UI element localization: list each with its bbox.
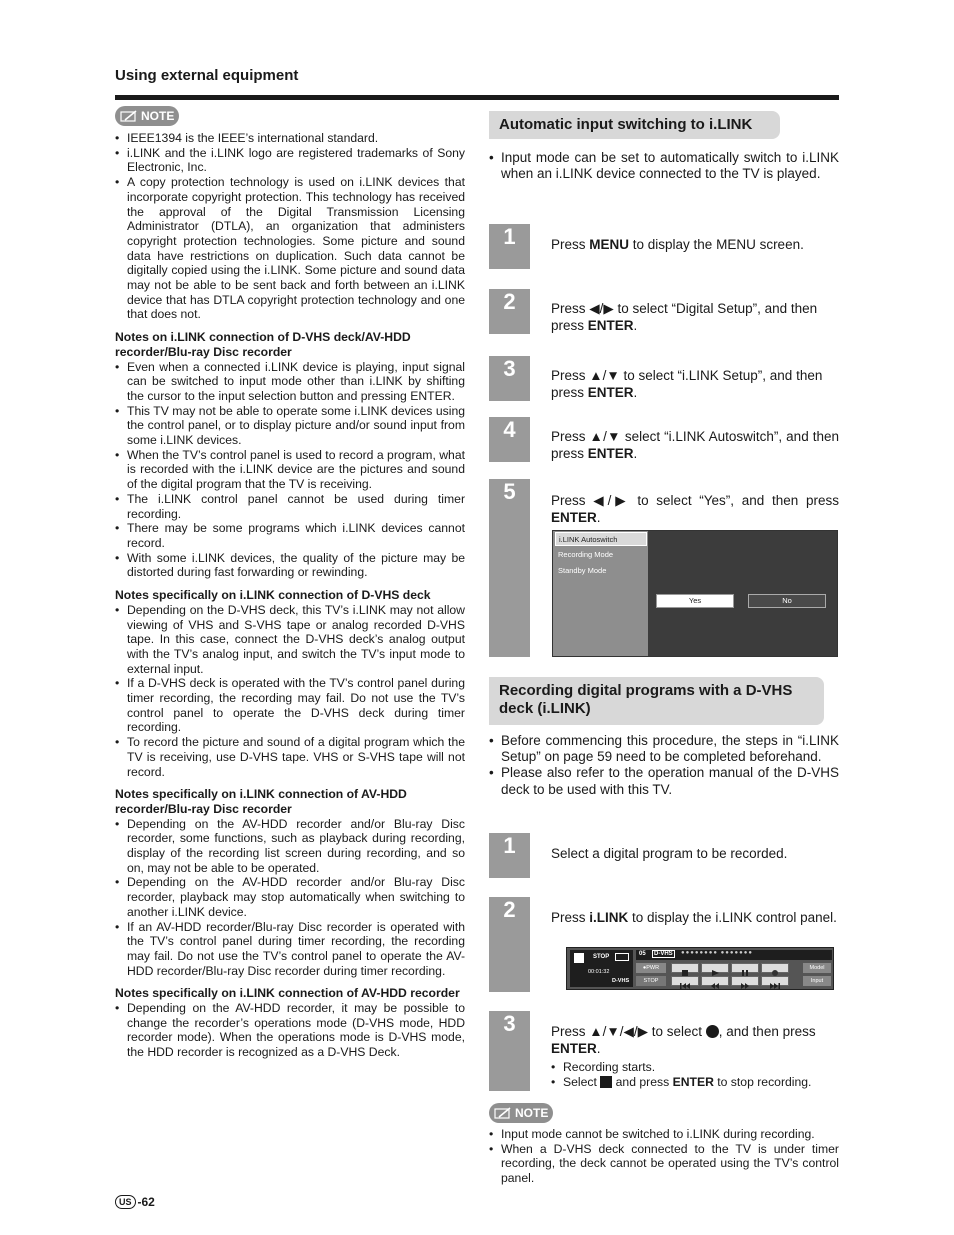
- step-mid: , and then press: [718, 1024, 816, 1039]
- recording-intro: [489, 733, 839, 798]
- step-pre: Press: [551, 910, 590, 925]
- note-list: [115, 131, 465, 322]
- step-number: 2: [503, 897, 516, 922]
- fast-forward-button[interactable]: [731, 976, 759, 986]
- left-column: [115, 131, 465, 1068]
- header-rule: [115, 95, 839, 100]
- section-title: Using external equipment: [115, 67, 299, 84]
- region-badge: US: [115, 1195, 136, 1209]
- step-key: ENTER: [551, 509, 597, 525]
- auto-intro: [489, 150, 839, 182]
- step-text: [551, 429, 839, 462]
- step-text: [551, 493, 839, 526]
- step-badge: [489, 417, 530, 462]
- list-item: • Input mode cannot be switched to i.LINK during recording.: [489, 1127, 839, 1142]
- panel-time: 00:01:32: [588, 969, 610, 975]
- auto-switch-heading: Automatic input switching to i.LINK: [489, 111, 780, 139]
- step-text: [551, 910, 839, 927]
- notes-list: [115, 360, 465, 581]
- section-heading: Notes on i.LINK connection of D-VHS deck/AV-HDD recorder/Blu-ray Disc recorder: [115, 330, 411, 359]
- note-badge: [115, 106, 179, 126]
- step-text: [551, 368, 839, 401]
- step-key: MENU: [589, 237, 630, 252]
- list-item: • Recording starts.: [551, 1060, 841, 1075]
- step3-sublist: [551, 1060, 841, 1090]
- step-pre: Press ▲/▼ select “i.LINK Autoswitch”, and then press: [551, 429, 839, 461]
- sub-key: ENTER: [672, 1075, 714, 1089]
- sub-post: to stop recording.: [713, 1075, 812, 1089]
- pause-button[interactable]: [731, 963, 759, 973]
- step-pre: Press ▲/▼/◀/▶ to select: [551, 1024, 706, 1039]
- list-item: • The i.LINK control panel cannot be used during timer recording.: [115, 492, 465, 521]
- record-button[interactable]: [761, 963, 789, 973]
- list-item: • Input mode can be set to automatically switch to i.LINK when an i.LINK device connected to the TV is played.: [489, 150, 839, 182]
- panel-channel-bar: [636, 950, 832, 960]
- step-number: 5: [503, 479, 516, 504]
- rewind-icon: [702, 982, 728, 990]
- step-number: 3: [503, 356, 516, 381]
- list-item: • Even when a connected i.LINK device is playing, input signal can be switched to input mode other than i.LINK by shifting the cursor to the input selection button and pressing ENTER.: [115, 360, 465, 404]
- pencil-icon: [493, 1106, 513, 1120]
- list-item: • If an AV-HDD recorder/Blu-ray Disc recorder is operated with the TV’s control panel during timer recording, the recording may fail. Do not use the TV’s control panel to operate the AV-HDD recorder/Blu-ray Disc recorder during timer recording.: [115, 920, 465, 979]
- stop-label: STOP: [636, 976, 666, 986]
- notes-list: [115, 817, 465, 979]
- notes-list: [115, 1001, 465, 1060]
- step-pre: Press: [551, 237, 590, 252]
- panel-device: D-VHS: [612, 978, 630, 984]
- tape-icon: [615, 953, 629, 961]
- list-item: • Please also refer to the operation manual of the D-VHS deck to be used with this TV.: [489, 765, 839, 797]
- list-item: [551, 1075, 841, 1090]
- skip-forward-button[interactable]: [761, 976, 789, 986]
- fast-forward-icon: [732, 982, 758, 990]
- step-key: ENTER: [587, 317, 634, 333]
- step-badge: [489, 897, 530, 992]
- list-item: • Before commencing this procedure, the steps in “i.LINK Setup” on page 59 need to be completed beforehand.: [489, 733, 839, 765]
- sub-mid: and press: [612, 1075, 673, 1089]
- step-number: 3: [503, 1011, 516, 1036]
- panel-status-display: [570, 950, 633, 987]
- step-badge: [489, 356, 530, 401]
- list-item: • With some i.LINK devices, the quality of the picture may be distorted during fast forwarding or rewinding.: [115, 551, 465, 580]
- menu-item-label: i.LINK Autoswitch: [559, 535, 618, 544]
- skip-back-icon: [672, 982, 698, 990]
- step-text: [551, 1024, 839, 1057]
- section-heading: Notes specifically on i.LINK connection of AV-HDD recorder: [115, 986, 460, 1001]
- rewind-button[interactable]: [701, 976, 729, 986]
- list-item: • Depending on the AV-HDD recorder, it may be possible to change the recorder’s operations mode (D-VHS mode, HDD recorder mode). When the operations mode is D-VHS mode, the HDD recorder is recognized as a D-VHS Deck.: [115, 1001, 465, 1060]
- autoswitch-screen: [552, 530, 838, 657]
- step-key: ENTER: [587, 384, 634, 400]
- step-post: .: [633, 317, 638, 333]
- list-item: • When a D-VHS deck connected to the TV is under timer recording, the deck cannot be operated using the TV’s control panel.: [489, 1142, 839, 1186]
- sub-pre: Select: [563, 1075, 601, 1089]
- list-item: • Depending on the D-VHS deck, this TV’s i.LINK may not allow viewing of VHS and S-VHS tape or analog recorded D-VHS tape. In this case, connect the D-VHS deck’s analog output with the TV’s analog input, and switch the TV’s input mode to external input.: [115, 603, 465, 677]
- step-badge: [489, 833, 530, 878]
- record-circle-icon: [706, 1025, 719, 1038]
- step-post: to display the MENU screen.: [629, 237, 804, 252]
- step-number: 1: [503, 833, 516, 858]
- list-item: • When the TV’s control panel is used to record a program, what is recorded with the i.LINK device are the pictures and sound of the digital program that the TV is receiving.: [115, 448, 465, 492]
- step-number: 2: [503, 289, 516, 314]
- section-heading: Notes specifically on i.LINK connection of AV-HDD recorder/Blu-ray Disc recorder: [115, 787, 407, 816]
- step-number: 4: [503, 417, 516, 442]
- model-button[interactable]: Model: [803, 963, 831, 973]
- step-pre: Press ◀/▶ to select “Digital Setup”, and then press: [551, 301, 818, 333]
- step-key: ENTER: [587, 445, 634, 461]
- dot-indicator-icon: ●●●●●●●● ●●●●●●●: [681, 950, 754, 956]
- list-item: • This TV may not be able to operate some i.LINK devices using the control panel, or to display picture and/or sound input from some i.LINK devices.: [115, 404, 465, 448]
- play-button[interactable]: [701, 963, 729, 973]
- input-button[interactable]: Input: [803, 976, 831, 986]
- list-item: • Depending on the AV-HDD recorder and/or Blu-ray Disc recorder, some functions, such as playback during recording, display of the recording list screen during recording, and so on, may not be able to be operated.: [115, 817, 465, 876]
- pwr-button[interactable]: ●PWR: [636, 963, 666, 973]
- step-key: ENTER: [551, 1040, 597, 1056]
- panel-status: STOP: [593, 954, 610, 960]
- recording-notes: [489, 1127, 839, 1186]
- list-item: • A copy protection technology is used on i.LINK devices that incorporate copyright protection. This technology has received the approval of the Digital Transmission Licensing Administrator (DTLA), an organization that administers copyright protection technologies. Some picture and sound data have restrictions on duplication. Such data cannot be digitally copied using the i.LINK. Some picture and sound data may not be able to be sent back and forth between an i.LINK device that has DTLA copyright protection technology and one that does not.: [115, 175, 465, 322]
- step-badge: [489, 1011, 530, 1091]
- list-item: • If a D-VHS deck is operated with the TV’s control panel during timer recording, the recording may fail. Do not use the TV’s control panel to operate the D-VHS deck during timer recording.: [115, 676, 465, 735]
- step-text: [551, 301, 839, 334]
- step-badge: [489, 224, 530, 269]
- list-item: • i.LINK and the i.LINK logo are registered trademarks of Sony Electronic, Inc.: [115, 146, 465, 175]
- note-badge: [489, 1103, 553, 1123]
- step-text: [551, 237, 839, 254]
- list-item: • There may be some programs which i.LINK devices cannot record.: [115, 521, 465, 550]
- no-option[interactable]: No: [748, 594, 826, 608]
- page-footer: [115, 1195, 155, 1209]
- note-label: NOTE: [515, 1106, 549, 1120]
- stop-square-icon: [600, 1076, 612, 1088]
- skip-forward-icon: [762, 982, 788, 990]
- panel-ch: 05: [639, 951, 646, 957]
- step-post: .: [596, 1040, 601, 1056]
- step-post: .: [633, 445, 638, 461]
- skip-back-button[interactable]: [671, 976, 699, 986]
- menu-item-selected[interactable]: [555, 532, 647, 546]
- step-post: .: [596, 509, 601, 525]
- yes-option[interactable]: Yes: [656, 594, 734, 608]
- step-key: i.LINK: [589, 910, 629, 925]
- stop-square-icon: [574, 953, 584, 963]
- panel-ch-device: D-VHS: [654, 951, 673, 957]
- list-item: • To record the picture and sound of a digital program which the TV is receiving, use D-VHS tape. VHS or S-VHS tape will not record.: [115, 735, 465, 779]
- step-post: .: [633, 384, 638, 400]
- menu-item-recording-mode[interactable]: Recording Mode: [558, 550, 614, 559]
- menu-item-standby-mode[interactable]: Standby Mode: [558, 566, 607, 575]
- note-label: NOTE: [141, 109, 175, 123]
- step-pre: Press ◀/▶ to select “Yes”, and then press: [551, 493, 839, 508]
- section-heading: Notes specifically on i.LINK connection of D-VHS deck: [115, 588, 431, 603]
- list-item: • IEEE1394 is the IEEE’s international standard.: [115, 131, 465, 146]
- step-post: to display the i.LINK control panel.: [628, 910, 837, 925]
- stop-button[interactable]: [671, 963, 699, 973]
- step-text: Select a digital program to be recorded.: [551, 846, 788, 861]
- page-number: -62: [137, 1195, 155, 1209]
- recording-heading: Recording digital programs with a D-VHS deck (i.LINK): [489, 677, 824, 725]
- pencil-icon: [119, 109, 139, 123]
- step-pre: Press ▲/▼ to select “i.LINK Setup”, and then press: [551, 368, 823, 400]
- notes-list: [115, 603, 465, 779]
- step-number: 1: [503, 224, 516, 249]
- list-item: • Depending on the AV-HDD recorder and/or Blu-ray Disc recorder, playback may stop automatically when switching to another i.LINK device.: [115, 875, 465, 919]
- step-badge: [489, 289, 530, 334]
- ilink-control-panel: [566, 947, 834, 990]
- step-badge: [489, 479, 530, 657]
